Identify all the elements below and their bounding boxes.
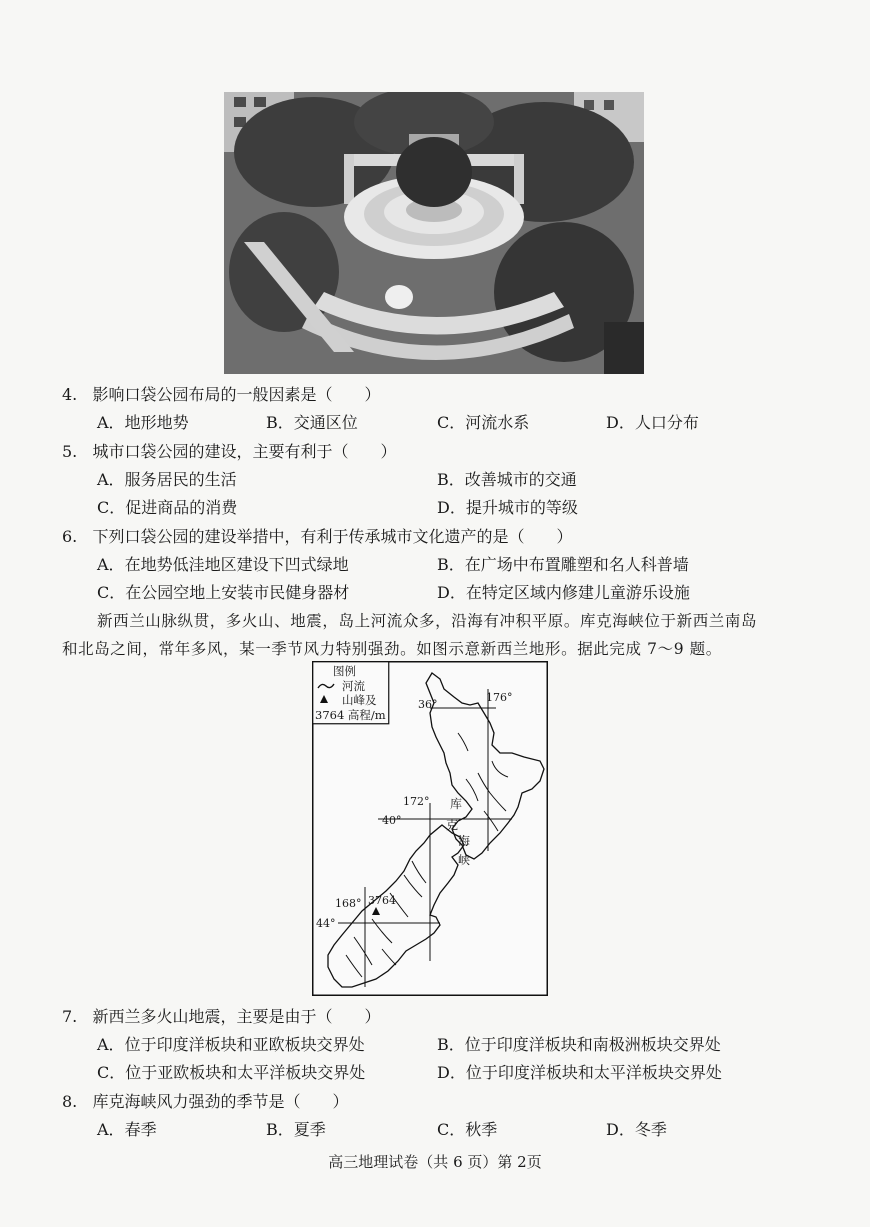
legend-peak-label-2: 3764 高程/m [315,708,386,722]
q8-option-d: D．冬季 [606,1120,667,1139]
strait-char-1: 库 [450,797,463,811]
q6-option-b: B．在广场中布置雕塑和名人科普墙 [437,555,689,574]
strait-char-2: 克 [446,818,459,832]
q5-option-d: D．提升城市的等级 [437,498,578,517]
question-4-stem: 4. 影响口袋公园布局的一般因素是（ ） [62,385,381,404]
q7-option-b: B．位于印度洋板块和南极洲板块交界处 [437,1035,721,1054]
question-5-stem: 5. 城市口袋公园的建设，主要有利于（ ） [62,442,397,461]
label-lat-44: 44° [316,917,336,930]
q6-option-c: C．在公园空地上安装市民健身器材 [97,583,350,602]
label-lat-36: 36° [418,698,438,711]
pocket-park-photo [224,92,644,374]
q5-option-b: B．改善城市的交通 [437,470,577,489]
q4-option-a: A．地形地势 [97,413,189,432]
q5-option-a: A．服务居民的生活 [97,470,237,489]
q6-option-d: D．在特定区域内修建儿童游乐设施 [437,583,690,602]
question-6-stem: 6. 下列口袋公园的建设举措中，有利于传承城市文化遗产的是（ ） [62,527,573,546]
q7-option-d: D．位于印度洋板块和太平洋板块交界处 [437,1063,722,1082]
legend-peak-label: 山峰及 [342,693,377,707]
legend-title: 图例 [333,664,356,678]
label-lat-40: 40° [382,814,402,827]
page-footer: 高三地理试卷（共 6 页）第 2页 [328,1153,542,1171]
q4-option-b: B．交通区位 [266,413,358,432]
label-lon-168: 168° [335,897,362,910]
new-zealand-map [312,661,548,996]
intro-line-1: 新西兰山脉纵贯，多火山、地震，岛上河流众多，沿海有冲积平原。库克海峡位于新西兰南岛 [97,612,758,630]
strait-char-3: 海 [458,834,471,848]
q8-option-b: B．夏季 [266,1120,326,1139]
q4-option-d: D．人口分布 [606,413,699,432]
q8-option-a: A．春季 [97,1120,157,1139]
legend-river-label: 河流 [342,679,365,693]
strait-char-4: 峡 [458,853,471,867]
intro-line-2: 和北岛之间，常年多风，某一季节风力特别强劲。如图示意新西兰地形。据此完成 7～9 题。 [62,640,722,658]
q8-option-c: C．秋季 [437,1120,498,1139]
q5-option-c: C．促进商品的消费 [97,498,238,517]
q4-option-c: C．河流水系 [437,413,530,432]
question-7-stem: 7. 新西兰多火山地震，主要是由于（ ） [62,1007,381,1026]
label-lon-172: 172° [403,795,430,808]
peak-elevation-label: 3764 [368,894,396,907]
q6-option-a: A．在地势低洼地区建设下凹式绿地 [97,555,349,574]
q7-option-c: C．位于亚欧板块和太平洋板块交界处 [97,1063,366,1082]
label-lon-176: 176° [486,691,513,704]
question-8-stem: 8. 库克海峡风力强劲的季节是（ ） [62,1092,349,1111]
q7-option-a: A．位于印度洋板块和亚欧板块交界处 [97,1035,365,1054]
